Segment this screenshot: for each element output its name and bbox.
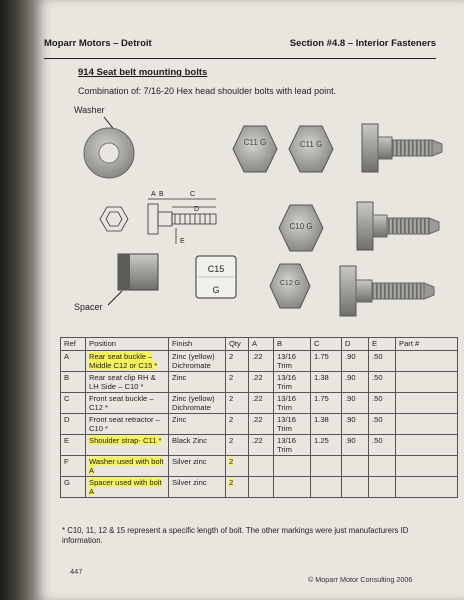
cell-ref — [61, 435, 86, 456]
section-title: 914 Seat belt mounting bolts — [78, 67, 208, 78]
col-e: E — [369, 338, 396, 351]
washer-photo — [84, 117, 134, 178]
cell-qty — [226, 435, 249, 456]
cell-qty — [226, 351, 249, 372]
cell-ref — [61, 351, 86, 372]
cell-b-text: 13/16 Trim — [277, 352, 297, 370]
cell-finish — [169, 477, 226, 498]
cell-b-text: 13/16 Trim — [277, 394, 297, 412]
cell-position — [86, 456, 169, 477]
footnote: * C10, 11, 12 & 15 represent a specific length of bolt. The other markings were just manufacturers ID information. — [62, 526, 409, 545]
table-row — [61, 393, 458, 414]
cell-d — [342, 393, 369, 414]
bolt-side-middle — [357, 202, 439, 250]
cell-c — [311, 393, 342, 414]
section-name: Section #4.8 – Interior Fasteners — [289, 38, 436, 49]
cell-ref-text: B — [64, 373, 70, 382]
cell-qty-text: 2 — [229, 394, 234, 403]
col-a: A — [249, 338, 274, 351]
cell-d-text: .90 — [345, 415, 356, 424]
dim-letter-a: A — [151, 191, 156, 198]
cell-b — [274, 456, 311, 477]
cell-e-text: .50 — [372, 352, 383, 361]
cell-e — [369, 435, 396, 456]
col-d: D — [342, 338, 369, 351]
cell-a — [249, 393, 274, 414]
cell-c — [311, 456, 342, 477]
bolt-head-c11 — [233, 126, 277, 172]
cell-ref — [61, 372, 86, 393]
cell-qty — [226, 477, 249, 498]
cell-position-text: Rear seat buckle – Middle C12 or C15 * — [89, 352, 158, 370]
cell-ref — [61, 414, 86, 435]
cell-a — [249, 456, 274, 477]
cell-position-text: Washer used with bolt A — [89, 457, 164, 475]
marking-c12: C12 G — [279, 280, 301, 287]
cell-ref-text: G — [64, 478, 70, 487]
cell-e — [369, 372, 396, 393]
cell-c-text: 1.25 — [314, 436, 329, 445]
col-position: Position — [86, 338, 169, 351]
cell-position-text: Rear seat clip RH & LH Side – C10 * — [89, 373, 156, 391]
cell-position — [86, 414, 169, 435]
cell-c — [311, 372, 342, 393]
cell-e-text: .50 — [372, 436, 383, 445]
cell-part — [396, 414, 458, 435]
cell-qty — [226, 414, 249, 435]
cell-e-text: .50 — [372, 373, 383, 382]
cell-a — [249, 435, 274, 456]
cell-qty — [226, 372, 249, 393]
cell-c-text: 1.75 — [314, 352, 329, 361]
cell-part — [396, 393, 458, 414]
cell-position-text: Front seat buckle – C12 * — [89, 394, 154, 412]
bolt-side-bottom — [340, 266, 434, 316]
cell-d-text: .90 — [345, 352, 356, 361]
cell-finish — [169, 372, 226, 393]
cell-d — [342, 351, 369, 372]
dim-letter-b: B — [159, 191, 164, 198]
parts-table — [60, 337, 458, 498]
cell-ref-text: E — [64, 436, 70, 445]
col-qty: Qty — [226, 338, 249, 351]
cell-finish-text: Black Zinc — [172, 436, 208, 445]
cell-position-text: Spacer used with bolt A — [89, 478, 162, 496]
cell-finish-text: Zinc — [172, 373, 187, 382]
cell-d — [342, 372, 369, 393]
cell-b — [274, 351, 311, 372]
cell-d-text: .90 — [345, 436, 356, 445]
cell-finish — [169, 351, 226, 372]
cell-b-text: 13/16 Trim — [277, 373, 297, 391]
cell-position — [86, 351, 169, 372]
cell-qty-text: 2 — [229, 478, 234, 487]
cell-d-text: .90 — [345, 394, 356, 403]
copyright: © Moparr Motor Consulting 2006 — [308, 575, 413, 584]
spacer-photo — [108, 254, 158, 305]
table-header-row — [61, 338, 458, 351]
cell-c — [311, 414, 342, 435]
col-ref: Ref — [61, 338, 86, 351]
marking-c11: C11 G — [243, 138, 267, 147]
cell-finish-text: Zinc (yellow) Dichromate — [172, 394, 215, 412]
c15-box-bottom: G — [212, 285, 220, 295]
cell-c — [311, 351, 342, 372]
cell-finish — [169, 435, 226, 456]
cell-a — [249, 414, 274, 435]
cell-b — [274, 477, 311, 498]
cell-part — [396, 435, 458, 456]
cell-a — [249, 351, 274, 372]
cell-part — [396, 372, 458, 393]
cell-b — [274, 435, 311, 456]
cell-a-text: .22 — [252, 436, 263, 445]
cell-qty-text: 2 — [229, 436, 234, 445]
cell-d — [342, 456, 369, 477]
cell-c — [311, 435, 342, 456]
cell-position-text: Shoulder strap- C11 * — [89, 436, 162, 445]
cell-b — [274, 393, 311, 414]
dim-letter-d: D — [194, 206, 200, 213]
table-row — [61, 414, 458, 435]
table-row — [61, 372, 458, 393]
cell-qty-text: 2 — [229, 352, 234, 361]
cell-position — [86, 435, 169, 456]
col-finish: Finish — [169, 338, 226, 351]
cell-finish-text: Zinc (yellow) Dichromate — [172, 352, 215, 370]
cell-c-text: 1.38 — [314, 415, 329, 424]
bolt-side-top — [362, 124, 442, 172]
cell-part — [396, 477, 458, 498]
cell-b-text: 13/16 Trim — [277, 415, 297, 433]
cell-ref — [61, 456, 86, 477]
cell-part — [396, 456, 458, 477]
cell-d — [342, 477, 369, 498]
cell-ref-text: F — [64, 457, 69, 466]
col-c: C — [311, 338, 342, 351]
col-b: B — [274, 338, 311, 351]
cell-qty — [226, 456, 249, 477]
company-name: Moparr Motors – Detroit — [44, 38, 152, 49]
cell-d — [342, 414, 369, 435]
cell-e-text: .50 — [372, 415, 383, 424]
bolt-head-c12 — [270, 264, 310, 308]
cell-e-text: .50 — [372, 394, 383, 403]
cell-ref-text: D — [64, 415, 70, 424]
spacer-label: Spacer — [74, 302, 103, 312]
page-number: 447 — [70, 567, 83, 576]
cell-qty-text: 2 — [229, 373, 234, 382]
marking-c11-g: C11 G — [299, 140, 323, 149]
cell-b — [274, 414, 311, 435]
dim-letter-c: C — [190, 191, 196, 198]
cell-position-text: Front seat retractor – C10 * — [89, 415, 160, 433]
table-row — [61, 351, 458, 372]
c15-marking-box — [196, 256, 236, 298]
cell-e — [369, 477, 396, 498]
cell-position — [86, 372, 169, 393]
cell-a — [249, 477, 274, 498]
cell-e — [369, 393, 396, 414]
cell-finish-text: Silver zinc — [172, 478, 207, 487]
cell-d-text: .90 — [345, 373, 356, 382]
cell-position — [86, 477, 169, 498]
cell-ref — [61, 477, 86, 498]
cell-qty — [226, 393, 249, 414]
cell-qty-text: 2 — [229, 415, 234, 424]
cell-b-text: 13/16 Trim — [277, 436, 297, 454]
cell-c-text: 1.75 — [314, 394, 329, 403]
marking-c10: C10 G — [289, 222, 313, 231]
cell-a-text: .22 — [252, 352, 263, 361]
cell-a-text: .22 — [252, 394, 263, 403]
cell-finish-text: Silver zinc — [172, 457, 207, 466]
cell-qty-text: 2 — [229, 457, 234, 466]
cell-a-text: .22 — [252, 373, 263, 382]
bolt-head-c11-side — [289, 126, 333, 172]
cell-a — [249, 372, 274, 393]
cell-finish — [169, 456, 226, 477]
table-row — [61, 435, 458, 456]
cell-e — [369, 414, 396, 435]
cell-d — [342, 435, 369, 456]
cell-ref-text: C — [64, 394, 70, 403]
cell-a-text: .22 — [252, 415, 263, 424]
cell-position — [86, 393, 169, 414]
table-row — [61, 477, 458, 498]
col-part: Part # — [396, 338, 458, 351]
cell-c-text: 1.38 — [314, 373, 329, 382]
cell-finish — [169, 393, 226, 414]
cell-part — [396, 351, 458, 372]
cell-e — [369, 456, 396, 477]
table-row — [61, 456, 458, 477]
washer-label: Washer — [74, 105, 105, 115]
cell-finish — [169, 414, 226, 435]
cell-b — [274, 372, 311, 393]
combination-text: Combination of: 7/16-20 Hex head shoulder bolts with lead point. — [78, 86, 337, 96]
bolt-head-c10 — [279, 205, 323, 251]
cell-ref — [61, 393, 86, 414]
cell-finish-text: Zinc — [172, 415, 187, 424]
cell-c — [311, 477, 342, 498]
c15-box-top: C15 — [207, 264, 225, 274]
cell-e — [369, 351, 396, 372]
cell-ref-text: A — [64, 352, 70, 361]
dim-letter-e: E — [180, 238, 185, 245]
